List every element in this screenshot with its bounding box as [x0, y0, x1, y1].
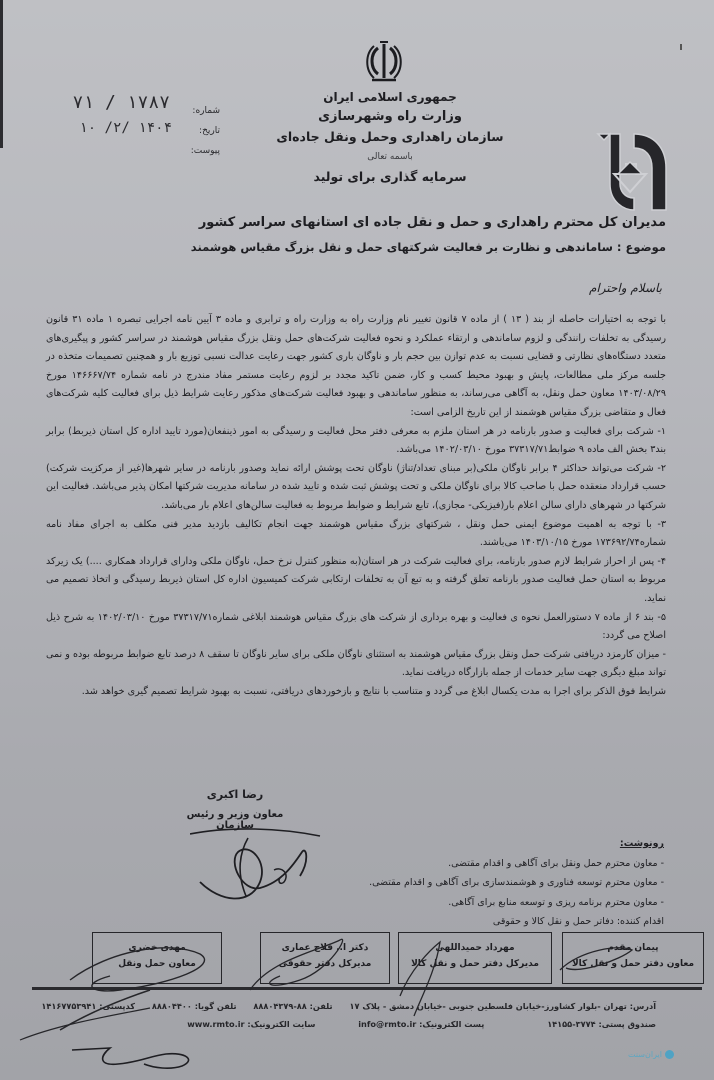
footer-postal-code: کدپستی: ۱۴۱۶۷۷۵۳۹۴۱ — [41, 1001, 135, 1011]
divider-line — [32, 987, 702, 990]
approver-title: معاون حمل ونقل — [118, 959, 196, 969]
body-intro: با توجه به اختیارات حاصله از بند ( ۱۳ ) از ماده ۷ قانون تغییر نام وزارت راه به وزارت راه و ترابری و ماده ۳ آیین نامه اجرایی تبصره ۱ ماده ۳۱ قانون رسیدگی به تخلفات رانندگی و لزوم ساماندهی و ارتقاء عملکرد و نحوه فعالیت شرکت‌های حمل ونقل بزرگ مقیاس هوشمند در سراسر کشور و پیگیری‌های متعدد دستگاه‌های نظارتی و قضایی نسبت به عدم توازن بین حجم بار و ناوگان باری کشور جهت رعایت عدالت نسبی توزیع بار و همچنین تصمیمات متخذه در جلسه مرکز ملی مطالعات، پایش و بهبود محیط کسب و کار، ضمن تاکید مجدد بر لزوم رعایت مستمر مفاد مندرج در نامه شماره ۱۴۶۶۶۷/۷۴ مورخ ۱۴۰۳/۰۸/۲۹ معاون حمل ونقل، به آگاهی می‌رساند، به منظور ساماندهی و بهبود فعالیت شرکت‌های مذکور رعایت شرایط ذیل برای فعالیت کلیه شرکت‌های فعال و متقاضی بزرگ مقیاس هوشمند از این تاریخ الزامی است: — [46, 314, 666, 418]
watermark — [628, 1050, 674, 1059]
footer-address: آدرس: تهران -بلوار کشاورز-خیابان فلسطین جنوبی -خیابان دمشق - پلاک ۱۷ — [349, 1001, 656, 1011]
salutation: باسلام واحترام — [588, 281, 662, 295]
approver-name: پیمان مقدم — [607, 943, 659, 953]
footer-website: سایت الکترونیک: www.rmto.ir — [187, 1019, 316, 1029]
ministry-title: وزارت راه وشهرسازی — [318, 109, 462, 124]
body-item-5-detail: - میزان کارمزد دریافتی شرکت حمل ونقل بزرگ مقیاس هوشمند به استثنای ناوگان ملکی برای سایر ناوگان تا سقف ۸ درصد تابع ضوابط مربوطه بوده و نمی تواند مبلغ دیگری جهت سایر خدمات از جمله بازارگاه دریافت نماید. — [46, 648, 666, 679]
initial-signature-icon — [70, 1042, 200, 1072]
letterhead — [0, 40, 714, 210]
body-closing: شرایط فوق الذکر برای اجرا به مدت یکسال ابلاغ می گردد و متناسب با نتایج و بازخوردهای دریافتی، نسبت به بهبود شرایط تصمیم گیری خواهد شد. — [81, 685, 666, 697]
addressee: مدیران کل محترم راهداری و حمل و نقل جاده ای استانهای سراسر کشور — [198, 215, 666, 230]
approver-title: معاون دفتر حمل و نقل کالا — [571, 959, 695, 969]
attachment-row — [60, 142, 220, 162]
watermark-logo-icon — [665, 1050, 674, 1059]
letterhead-titles — [180, 87, 600, 187]
approver-name: مهدی خضری — [128, 943, 186, 953]
date-value: ۱۴۰۴ /۲/ ۱۰ — [79, 120, 172, 136]
approver-name: دکتر ا.. فلاح عماری — [281, 943, 369, 953]
year-slogan: سرمایه گذاری برای تولید — [313, 169, 467, 184]
organization-title: سازمان راهداری وحمل ونقل جاده‌ای — [276, 129, 504, 144]
invocation: باسمه تعالی — [367, 152, 413, 162]
approval-box — [398, 932, 552, 984]
body-item-1: ۱- شرکت برای فعالیت و صدور بارنامه در هر استان ملزم به معرفی دفتر محل فعالیت و رسیدگی به امور ذینفعان(مورد تایید اداره کل استان ذیربط) برابر بند۳ بخش الف ماده ۹ ضوابط۳۷۳۱۷/۷۱ مورخ ۱۴۰۲/۰۳/۱۰ می‌باشد. — [46, 425, 666, 456]
subject-line: موضوع : ساماندهی و نظارت بر فعالیت شرکتهای حمل و نقل بزرگ مقیاس هوشمند — [190, 240, 666, 254]
rmto-logo-icon — [590, 128, 672, 216]
body-item-2: ۲- شرکت می‌تواند حداکثر ۴ برابر ناوگان ملکی(بر مبنای تعداد/تناژ) ناوگان تحت پوشش ارائه نماید وصدور بارنامه در سایر شهرها(غیر از مرکزیت شرکت) حسب قرارداد منعقده حمل با صاحب کالا برای ناوگان ملکی و تحت پوشش ثبت شده و تایید شده در سامانه مدیریت شرکتها امکان پذیر می‌باشد. فعالیت این شرکتها در شهرهای دارای سالن اعلام بار(فیزیکی- مجازی)، تابع شرایط و ضوابط مربوط به فعالیت سالن‌های اعلام بار می‌باشد. — [46, 462, 666, 511]
cc-item: - معاون محترم برنامه ریزی و توسعه منابع برای آگاهی. — [448, 896, 664, 908]
body-item-5: ۵- بند ۶ از ماده ۷ دستورالعمل نحوه ی فعالیت و بهره برداری از شرکت های بزرگ مقیاس هوشمند ابلاغی شماره۳۷۳۱۷/۷۱ مورخ ۱۴۰۲/۰۳/۱۰ به شرح ذیل اصلاح می گردد: — [46, 611, 666, 642]
footer-online-line — [36, 1015, 656, 1033]
cc-action-by: اقدام کننده: دفاتر حمل و نقل کالا و حقوقی — [492, 916, 664, 927]
watermark-text: ایران‌سنت — [628, 1050, 662, 1059]
footer-po-box: صندوق پستی: ۳۷۷۴-۱۴۱۵۵ — [547, 1019, 656, 1029]
signer-name: رضا اکبری — [206, 788, 264, 801]
cc-title: رونوشت: — [619, 838, 664, 849]
republic-title: جمهوری اسلامی ایران — [323, 90, 457, 104]
letter-meta — [60, 92, 220, 162]
approval-box — [260, 932, 390, 984]
letter-footer — [36, 997, 656, 1033]
footer-phone-auto: تلفن گویا: ۸۸۸۰۴۴۰۰ — [151, 1001, 237, 1011]
date-label: تاریخ: — [199, 126, 220, 136]
approver-title: مدیرکل دفتر حقوقی — [278, 959, 372, 969]
letter-date-row — [60, 122, 220, 142]
number-value: ۱۷۸۷ / ۷۱ — [72, 92, 170, 113]
attachment-label: پیوست: — [190, 146, 220, 156]
letter-body — [46, 311, 666, 701]
footer-contact-line — [36, 997, 656, 1015]
approval-box — [562, 932, 704, 984]
approver-name: مهرداد حمیداللهی — [435, 943, 515, 953]
signature-icon — [190, 822, 330, 912]
footer-phone: تلفن: ۸۸-۸۸۸۰۴۳۷۹ — [253, 1001, 333, 1011]
footer-email: پست الکترونیک: info@rmto.ir — [358, 1019, 485, 1029]
cc-item: - معاون محترم توسعه فناوری و هوشمندسازی برای آگاهی و اقدام مقتضی. — [369, 877, 664, 888]
body-item-4: ۴- پس از احراز شرایط لازم صدور بارنامه، برای فعالیت شرکت در هر استان(به منظور کنترل نرخ حمل، ناوگان ملکی ودارای قرارداد همکاری ....) یک زیرکد مربوط به استان حمل فعالیت صدور بارنامه تعلق گرفته و به تبع آن به تخلفات ارتکابی شرکت کمیسیون اداره کل استان ذیربط رسیدگی و اتخاذ تصمیم می نماید. — [46, 555, 666, 604]
approval-boxes — [30, 932, 710, 988]
approver-title: مدیرکل دفتر حمل و نقل کالا — [411, 959, 539, 969]
cc-item: - معاون محترم حمل ونقل برای آگاهی و اقدام مقتضی. — [448, 857, 664, 869]
cc-block — [369, 834, 664, 932]
iran-emblem-icon — [364, 40, 404, 84]
signer-title: معاون وزیر و رئیس سازمان — [186, 809, 284, 831]
body-item-3: ۳- با توجه به اهمیت موضوع ایمنی حمل ونقل ، شرکتهای بزرگ مقیاس هوشمند جهت انجام تکالیف بازدید مدیر فنی مکلف به اجرای مفاد نامه شماره۱۷۳۶۹۲/۷۴ مورخ ۱۴۰۳/۱۰/۱۵ می‌باشند. — [46, 518, 666, 549]
approval-box — [92, 932, 222, 984]
number-label: شماره: — [192, 106, 220, 116]
letter-number-row — [60, 92, 220, 122]
